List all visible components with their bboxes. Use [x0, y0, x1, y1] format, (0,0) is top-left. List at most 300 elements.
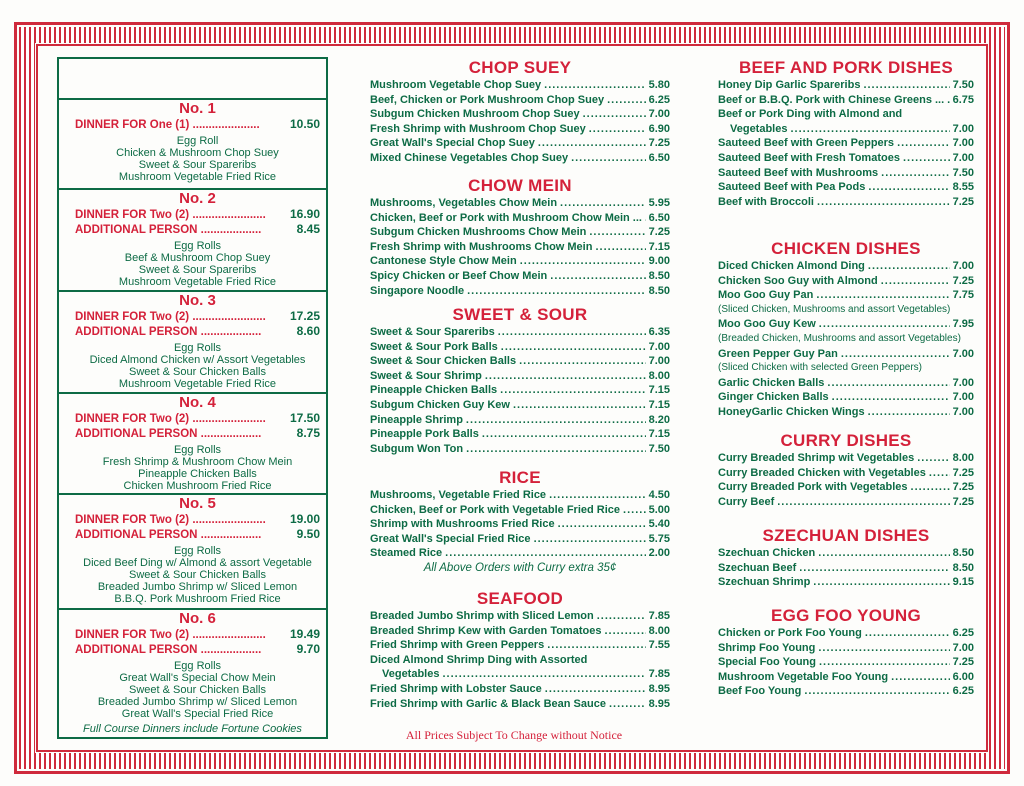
dot-leader [863, 78, 949, 93]
menu-item-price: 7.25 [952, 195, 974, 208]
menu-item-name: Sweet & Sour Pork Balls [370, 340, 498, 353]
menu-item-name: Curry Breaded Shrimp wit Vegetables [718, 452, 915, 464]
combo-price-label: DINNER FOR Two (2) ....................... [75, 629, 266, 641]
menu-item-price: 8.20 [648, 413, 670, 426]
dot-leader [818, 641, 949, 656]
combo-dinner [59, 611, 326, 723]
menu-item [370, 151, 670, 166]
menu-item-name: Fried Shrimp with Green Peppers [370, 639, 545, 652]
combo-items [75, 240, 320, 288]
section-title: CHICKEN DISHES [771, 239, 921, 258]
menu-item [370, 697, 670, 712]
dot-leader [868, 259, 950, 274]
menu-item [718, 347, 974, 362]
combo-price: 17.50 [289, 411, 320, 425]
menu-item-name: Beef with Broccoli [718, 195, 814, 208]
menu-item-name: Beef Foo Young [718, 685, 802, 698]
menu-item-price: 8.95 [648, 697, 670, 710]
menu-item-price: 5.80 [648, 79, 670, 91]
section-title: CURRY DISHES [780, 431, 912, 450]
menu-item-name: Cantonese Style Chow Mein [370, 255, 517, 268]
combo-item: Mushroom Vegetable Fried Rice [118, 378, 277, 390]
section-title: CHOP SUEY [468, 58, 572, 77]
menu-item [718, 575, 974, 590]
combo-item: Egg Rolls [173, 545, 222, 557]
menu-item-price: 5.75 [648, 532, 670, 545]
menu-item-name: Szechuan Shrimp [718, 576, 811, 589]
dot-leader [595, 240, 645, 255]
section-curry [718, 431, 974, 509]
menu-item [370, 638, 670, 653]
menu-item-price: 7.25 [952, 656, 974, 669]
menu-item [370, 369, 670, 384]
dot-leader [865, 626, 950, 641]
combo-price-row [75, 642, 320, 657]
dot-leader [500, 383, 645, 398]
combo-item: B.B.Q. Pork Mushroom Fried Rice [114, 593, 281, 605]
menu-item [718, 93, 974, 108]
dot-leader [891, 670, 949, 685]
dot-leader [519, 354, 645, 369]
menu-item-price: 6.25 [648, 93, 670, 106]
dot-leader [816, 288, 949, 303]
menu-item-price: 8.50 [952, 547, 974, 559]
menu-item [718, 376, 974, 391]
combo-item: Sweet & Sour Chicken Balls [129, 569, 266, 581]
dot-leader [947, 93, 949, 108]
menu-item-name: Fresh Shrimp with Mushroom Chop Suey [370, 122, 586, 135]
menu-item [370, 340, 670, 355]
menu-item-price: 8.50 [648, 284, 670, 297]
menu-item [718, 626, 974, 641]
menu-item-price: 7.50 [952, 166, 974, 179]
menu-item [370, 682, 670, 697]
combo-price-label: ADDITIONAL PERSON ................... [75, 529, 262, 541]
combo-price-label: DINNER FOR Two (2) ....................... [75, 514, 266, 526]
menu-item-price: 7.25 [952, 481, 974, 494]
combo-item: Mushroom Vegetable Fried Rice [118, 276, 277, 288]
dot-leader [832, 390, 950, 405]
menu-item-name: Diced Almond Shrimp Ding with Assorted [370, 653, 588, 666]
menu-item-price: 7.00 [952, 151, 974, 164]
menu-item-price: 7.00 [952, 641, 974, 654]
menu-item-name: Fresh Shrimp with Mushrooms Chow Mein [370, 240, 593, 253]
combo-item: Breaded Jumbo Shrimp w/ Sliced Lemon [97, 696, 298, 708]
menu-item-name: Singapore Noodle [370, 284, 465, 297]
dot-leader [813, 575, 949, 590]
menu-item-name: Spicy Chicken or Beef Chow Mein [370, 269, 548, 282]
dot-leader [881, 274, 950, 289]
combo-title: No. 2 [179, 190, 216, 207]
dot-leader [911, 480, 950, 495]
combo-price-label: DINNER FOR Two (2) ....................... [75, 311, 266, 323]
menu-item-name: Szechuan Chicken [718, 547, 816, 559]
menu-item [370, 78, 670, 93]
menu-item [718, 655, 974, 670]
dot-leader [501, 340, 646, 355]
menu-item [718, 684, 974, 699]
menu-item [718, 466, 974, 481]
dot-leader [482, 427, 646, 442]
menu-item-name: Chicken Soo Guy with Almond [718, 274, 878, 287]
menu-item [370, 225, 670, 240]
combo-item: Pineapple Chicken Balls [138, 468, 257, 480]
menu-item-name: Curry Beef [718, 495, 775, 508]
combo-dinner [59, 101, 326, 190]
combo-price: 19.00 [289, 512, 320, 526]
combo-price-label: ADDITIONAL PERSON ................... [75, 326, 262, 338]
menu-item-name: Subgum Won Ton [370, 442, 464, 455]
menu-item-name: Beef or Pork Ding with Almond and [718, 108, 903, 121]
menu-item-name: Chicken, Beef or Pork with Mushroom Chow Mein ... [370, 211, 642, 224]
combo-items [75, 135, 320, 183]
dot-leader [498, 325, 646, 340]
dot-leader [917, 451, 949, 466]
menu-item-price: 2.00 [648, 547, 670, 560]
dot-leader [571, 151, 646, 166]
menu-item-name: Vegetables [382, 668, 440, 681]
menu-item [370, 609, 670, 624]
dot-leader [607, 93, 645, 108]
menu-item-price: 7.25 [952, 495, 974, 508]
menu-item [370, 240, 670, 255]
dot-leader [817, 195, 950, 210]
combo-item: Egg Rolls [173, 444, 222, 456]
menu-item [718, 495, 974, 510]
menu-item [718, 451, 974, 466]
combo-price: 19.49 [289, 627, 320, 641]
menu-item-price: 7.95 [952, 318, 974, 331]
menu-item-name: Special Foo Young [718, 656, 816, 669]
menu-item [370, 354, 670, 369]
menu-item-name: Subgum Chicken Mushrooms Chow Mein [370, 226, 587, 239]
combo-item: Sweet & Sour Spareribs [138, 264, 257, 276]
combo-item: Sweet & Sour Spareribs [138, 159, 257, 171]
menu-item-price: 7.00 [648, 340, 670, 353]
menu-item-price: 7.00 [952, 137, 974, 150]
menu-item-price: 6.90 [648, 122, 670, 135]
menu-item-name: Pineapple Pork Balls [370, 428, 479, 441]
menu-item [370, 517, 670, 532]
menu-item-price: 7.50 [648, 442, 670, 455]
combo-dinner [59, 191, 326, 292]
dot-leader [790, 122, 949, 137]
dot-leader [597, 609, 646, 624]
dot-leader [549, 488, 646, 503]
menu-item-name: Mushroom Vegetable Foo Young [718, 670, 889, 683]
menu-item-price: 6.25 [952, 627, 974, 639]
menu-item-name: Pineapple Shrimp [370, 413, 463, 426]
menu-item-price: 6.25 [952, 685, 974, 698]
menu-item-price: 7.25 [952, 466, 974, 479]
menu-item [718, 180, 974, 195]
menu-item-price: 7.00 [952, 376, 974, 389]
menu-item-price: 7.55 [648, 639, 670, 652]
menu-item-price: 5.95 [648, 197, 670, 209]
combo-price-label: ADDITIONAL PERSON ................... [75, 224, 262, 236]
combo-price-row [75, 207, 320, 222]
menu-item [370, 383, 670, 398]
dot-leader [589, 225, 645, 240]
menu-item [718, 670, 974, 685]
menu-item-name: Chicken, Beef or Pork with Vegetable Fried Rice [370, 503, 621, 516]
combo-price-label: DINNER FOR Two (2) ....................... [75, 209, 266, 221]
section-title: EGG FOO YOUNG [771, 606, 921, 625]
combo-price-row [75, 324, 320, 339]
menu-item-name: Sweet & Sour Chicken Balls [370, 355, 517, 368]
menu-item [370, 196, 670, 211]
menu-item-name: Diced Chicken Almond Ding [718, 260, 865, 272]
combo-price: 8.45 [296, 222, 320, 236]
dot-leader [868, 180, 949, 195]
rice-curry-note: All Above Orders with Curry extra 35¢ [423, 561, 617, 574]
combo-item: Chicken Mushroom Fried Rice [123, 480, 272, 492]
combo-item: Egg Rolls [173, 240, 222, 252]
menu-item-name: Mushroom Vegetable Chop Suey [370, 79, 542, 91]
menu-item-price: 7.25 [648, 137, 670, 150]
menu-item [370, 413, 670, 428]
combo-price-row [75, 627, 320, 642]
menu-item-description: (Sliced Chicken, Mushrooms and assort Vegetables) [718, 303, 951, 315]
menu-item-name: Vegetables [730, 122, 788, 135]
menu-item [718, 136, 974, 151]
menu-item-name: Curry Breaded Pork with Vegetables [718, 481, 908, 494]
menu-item-price: 7.00 [952, 347, 974, 360]
menu-item [370, 107, 670, 122]
menu-item-price: 7.25 [952, 274, 974, 287]
section-sweet-sour [370, 305, 670, 456]
menu-item-name: Mushrooms, Vegetables Chow Mein [370, 197, 558, 209]
combination-dinners-box [57, 57, 328, 739]
menu-item-price: 8.95 [648, 682, 670, 695]
dot-leader [466, 413, 646, 428]
dot-leader [777, 495, 949, 510]
menu-item-price: 9.00 [648, 255, 670, 268]
dot-leader [485, 369, 646, 384]
combo-price-label: ADDITIONAL PERSON ................... [75, 428, 262, 440]
combo-price: 9.50 [296, 527, 320, 541]
menu-item-price: 7.85 [648, 668, 670, 681]
combo-item: Mushroom Vegetable Fried Rice [118, 171, 277, 183]
dot-leader [534, 532, 646, 547]
menu-item [718, 259, 974, 274]
menu-item [718, 107, 974, 122]
combo-item: Great Wall's Special Fried Rice [121, 708, 274, 720]
dot-leader [545, 682, 646, 697]
menu-item [370, 653, 670, 668]
menu-item-name: Subgum Chicken Mushroom Chop Suey [370, 108, 580, 121]
menu-item-name: Shrimp Foo Young [718, 641, 816, 654]
combo-item: Sweet & Sour Chicken Balls [129, 684, 266, 696]
menu-item-name: Great Wall's Special Chop Suey [370, 137, 535, 150]
menu-item [370, 136, 670, 151]
menu-item [370, 546, 670, 561]
combo-item: Chicken & Mushroom Chop Suey [116, 147, 279, 159]
menu-item-price: 5.40 [648, 518, 670, 531]
section-title: SZECHUAN DISHES [762, 526, 930, 545]
combo-title: No. 5 [179, 495, 216, 512]
dot-leader [538, 136, 646, 151]
menu-item-price: 7.00 [648, 108, 670, 121]
combo-price-row [75, 222, 320, 237]
dot-leader [445, 546, 645, 561]
combo-item: Egg Roll [176, 135, 219, 147]
dot-leader [442, 667, 645, 682]
combo-price: 9.70 [296, 642, 320, 656]
menu-item-name: Sauteed Beef with Pea Pods [718, 181, 866, 194]
combo-title: No. 1 [179, 100, 216, 117]
menu-item-price: 7.00 [648, 355, 670, 368]
combo-items [75, 342, 320, 390]
combo-item: Great Wall's Special Chow Mein [119, 672, 276, 684]
combo-price: 17.25 [289, 309, 320, 323]
menu-item-name: Fried Shrimp with Garlic & Black Bean Sauce [370, 697, 606, 710]
menu-item-description: (Sliced Chicken with selected Green Peppers) [718, 362, 922, 374]
dot-leader [544, 78, 645, 93]
menu-item-price: 7.25 [648, 226, 670, 239]
menu-item-name: Curry Breaded Chicken with Vegetables [718, 466, 926, 479]
combo-price: 8.60 [296, 324, 320, 338]
combo-footer-note: Full Course Dinners include Fortune Cookies [83, 723, 302, 735]
combo-price-row [75, 512, 320, 527]
menu-item [370, 269, 670, 284]
menu-item-name: Beef or B.B.Q. Pork with Chinese Greens ... [718, 93, 945, 106]
combo-price-label: ADDITIONAL PERSON ................... [75, 644, 262, 656]
combo-items [75, 660, 320, 720]
dot-leader [929, 466, 950, 481]
dot-leader [799, 561, 949, 576]
menu-item-name: Steamed Rice [370, 547, 443, 560]
dot-leader [609, 697, 646, 712]
section-chop-suey [370, 58, 670, 166]
section-chicken [718, 239, 974, 420]
dot-leader [513, 398, 646, 413]
menu-item-price: 8.50 [952, 561, 974, 574]
dot-leader [604, 624, 645, 639]
section-title: RICE [499, 468, 541, 487]
dot-leader [841, 347, 950, 362]
menu-item-price: 4.50 [648, 489, 670, 501]
menu-item [370, 442, 670, 457]
combo-price-row [75, 426, 320, 441]
menu-item-price: 8.55 [952, 181, 974, 194]
section-seafood [370, 589, 670, 711]
section-beef-pork [718, 58, 974, 209]
dot-leader [550, 269, 645, 284]
menu-item [718, 390, 974, 405]
menu-item [370, 488, 670, 503]
dot-leader [623, 503, 646, 518]
dot-leader [819, 655, 950, 670]
menu-item-price: 8.00 [952, 452, 974, 464]
menu-item-name: Sauteed Beef with Fresh Tomatoes [718, 151, 900, 164]
menu-item-price: 9.15 [952, 576, 974, 589]
dot-leader [903, 151, 950, 166]
menu-item [370, 427, 670, 442]
menu-item-name: Green Pepper Guy Pan [718, 347, 838, 360]
menu-item [370, 398, 670, 413]
price-change-notice: All Prices Subject To Change without Notice [405, 728, 623, 742]
dot-leader [466, 442, 646, 457]
menu-item-price: 6.35 [648, 326, 670, 338]
menu-item [718, 480, 974, 495]
combo-items [75, 545, 320, 605]
menu-item-price: 7.85 [648, 610, 670, 622]
menu-item [370, 254, 670, 269]
combo-dinner [59, 293, 326, 394]
section-chow-mein [370, 176, 670, 298]
menu-item [718, 405, 974, 420]
menu-item [370, 93, 670, 108]
menu-item [718, 274, 974, 289]
combo-item: Egg Rolls [173, 342, 222, 354]
menu-item-name: Subgum Chicken Guy Kew [370, 398, 510, 411]
menu-item-price: 7.50 [952, 79, 974, 91]
combo-dinner [59, 496, 326, 610]
combo-item: Beef & Mushroom Chop Suey [124, 252, 271, 264]
combo-title: No. 6 [179, 610, 216, 627]
dot-leader [819, 317, 950, 332]
dot-leader [547, 638, 645, 653]
section-title: BEEF AND PORK DISHES [738, 58, 954, 77]
combo-price: 10.50 [289, 117, 320, 131]
menu-item-price: 6.50 [648, 151, 670, 164]
dot-leader [520, 254, 646, 269]
dot-leader [868, 405, 950, 420]
menu-item-price: 5.00 [648, 503, 670, 516]
dot-leader [818, 546, 949, 561]
combo-price: 16.90 [289, 207, 320, 221]
combo-price-row [75, 411, 320, 426]
section-rice [370, 468, 670, 576]
menu-item-name: Szechuan Beef [718, 561, 797, 574]
menu-item [370, 624, 670, 639]
combo-item: Breaded Jumbo Shrimp w/ Sliced Lemon [97, 581, 298, 593]
menu-item-name: Ginger Chicken Balls [718, 391, 829, 404]
menu-item [718, 561, 974, 576]
menu-item-price: 6.50 [648, 211, 670, 224]
menu-item-price: 7.15 [648, 240, 670, 253]
menu-item-name: Chicken or Pork Foo Young [718, 627, 862, 639]
menu-item [370, 325, 670, 340]
menu-item [370, 667, 670, 682]
combo-title: No. 4 [179, 394, 216, 411]
menu-item [370, 532, 670, 547]
combo-price: 8.75 [296, 426, 320, 440]
menu-item-name: Shrimp with Mushrooms Fried Rice [370, 518, 555, 531]
menu-item-name: Honey Dip Garlic Spareribs [718, 79, 861, 91]
menu-item-price: 8.50 [648, 269, 670, 282]
dot-leader [881, 166, 949, 181]
menu-item [718, 78, 974, 93]
menu-item-name: Garlic Chicken Balls [718, 376, 825, 389]
dot-leader [897, 136, 950, 151]
dot-leader [827, 376, 949, 391]
menu-item [718, 195, 974, 210]
menu-item [718, 641, 974, 656]
menu-item-price: 7.15 [648, 428, 670, 441]
menu-item-price: 7.00 [952, 260, 974, 272]
combo-box-header [59, 59, 326, 100]
menu-item-name: Pineapple Chicken Balls [370, 384, 498, 397]
combo-item: Egg Rolls [173, 660, 222, 672]
section-title: SWEET & SOUR [452, 305, 588, 324]
section-egg-foo-young [718, 606, 974, 699]
menu-item [370, 211, 670, 226]
menu-item [718, 166, 974, 181]
menu-item [718, 122, 974, 137]
combo-dinner [59, 395, 326, 495]
